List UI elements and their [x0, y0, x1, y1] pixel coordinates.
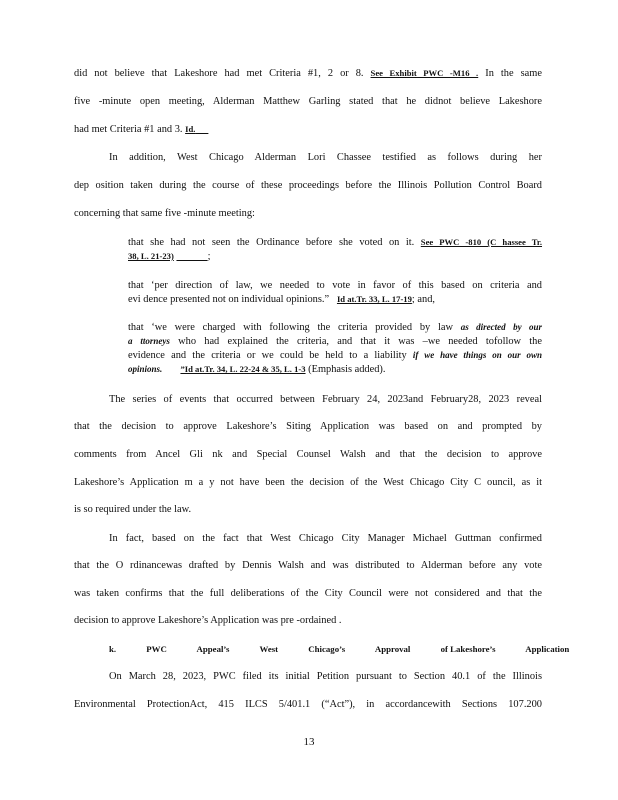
citation: See Exhibit PWC -M16 .: [370, 68, 479, 78]
text-span: ; and,: [411, 294, 435, 305]
text-span: evi dence presented not on individual opinions.”: [128, 294, 330, 305]
paragraph-line: Environmental ProtectionAct, 415 ILCS 5/401.1 (“Act”), in accordancewith Sections 107.200: [74, 699, 542, 710]
heading-word: of Lakeshore’s: [440, 644, 496, 654]
text-span: In the same: [485, 68, 542, 79]
text-span: that ‘we were charged with following the criteria provided by law: [128, 322, 453, 333]
emphasis-text: if we have things on our own: [412, 350, 542, 360]
bullet-line: [128, 364, 542, 375]
text-span: who had explained the criteria, and that it was –we needed tofollow the: [178, 336, 542, 347]
paragraph-line: five -minute open meeting, Alderman Matthew Garling stated that he didnot believe Lakeshore: [74, 96, 542, 107]
heading-word: PWC: [146, 644, 167, 654]
bullet-line: [128, 251, 542, 262]
bullet-line: that ‘per direction of law, we needed to vote in favor of this based on criteria and: [128, 280, 542, 291]
paragraph-line: was taken confirms that the full deliberations of the City Council were not considered and that the: [74, 588, 542, 599]
paragraph-line: [74, 68, 542, 79]
paragraph-line: The series of events that occurred between February 24, 2023and February28, 2023 reveal: [109, 394, 542, 405]
citation: 38, L. 21-23): [128, 251, 174, 261]
paragraph-line: Lakeshore’s Application m a y not have been the decision of the West Chicago City C ouncil, as it: [74, 477, 542, 488]
paragraph-line: is so required under the law.: [74, 504, 192, 515]
bullet-line: [128, 237, 542, 248]
paragraph-line: comments from Ancel Gli nk and Special Counsel Walsh and that the decision to approve: [74, 449, 542, 460]
emphasis-text: a ttorneys: [128, 336, 170, 346]
citation: Id at.Tr. 33, L. 17-19: [336, 294, 412, 304]
text-span: ;: [207, 251, 211, 262]
paragraph-line: In fact, based on the fact that West Chicago City Manager Michael Guttman confirmed: [109, 533, 542, 544]
section-heading: [109, 644, 597, 654]
paragraph-line: [74, 124, 542, 135]
text-span: (Emphasis added).: [308, 364, 386, 375]
heading-word: Appeal’s: [196, 644, 230, 654]
paragraph-line: dep osition taken during the course of these proceedings before the Illinois Pollution Control Board: [74, 180, 542, 191]
heading-number: k.: [109, 644, 117, 654]
heading-word: West: [259, 644, 279, 654]
bullet-line: [128, 336, 542, 347]
emphasis-text: as directed by our: [460, 322, 542, 332]
bullet-line: [128, 322, 542, 333]
bullet-line: [128, 294, 542, 305]
citation: ”Id at.Tr. 34, L. 22-24 & 35, L. 1-3: [180, 364, 306, 374]
text-span: had met Criteria #1 and 3.: [74, 124, 183, 135]
paragraph-line: decision to approve Lakeshore’s Application was pre -ordained .: [74, 615, 342, 626]
text-span: did not believe that Lakeshore had met Criteria #1, 2 or 8.: [74, 68, 364, 79]
page-number: 13: [303, 736, 315, 748]
paragraph-line: In addition, West Chicago Alderman Lori Chassee testified as follows during her: [109, 152, 542, 163]
paragraph-line: concerning that same five -minute meeting:: [74, 208, 255, 219]
citation: See PWC -810 (C hassee Tr.: [420, 237, 543, 247]
paragraph-line: that the O rdinancewas drafted by Dennis Walsh and was distributed to Alderman before any vote: [74, 560, 542, 571]
heading-word: Chicago’s: [308, 644, 346, 654]
citation: Id.: [185, 124, 196, 134]
paragraph-line: On March 28, 2023, PWC filed its initial Petition pursuant to Section 40.1 of the Illinois: [109, 671, 542, 682]
paragraph-line: that the decision to approve Lakeshore’s Siting Application was based on and prompted by: [74, 421, 542, 432]
bullet-line: [128, 350, 542, 361]
heading-word: Application: [525, 644, 570, 654]
text-span: evidence and the criteria or we could be held to a liability: [128, 350, 407, 361]
text-span: that she had not seen the Ordinance before she voted on it.: [128, 237, 415, 248]
heading-word: Approval: [374, 644, 411, 654]
emphasis-text: opinions.: [128, 364, 163, 374]
